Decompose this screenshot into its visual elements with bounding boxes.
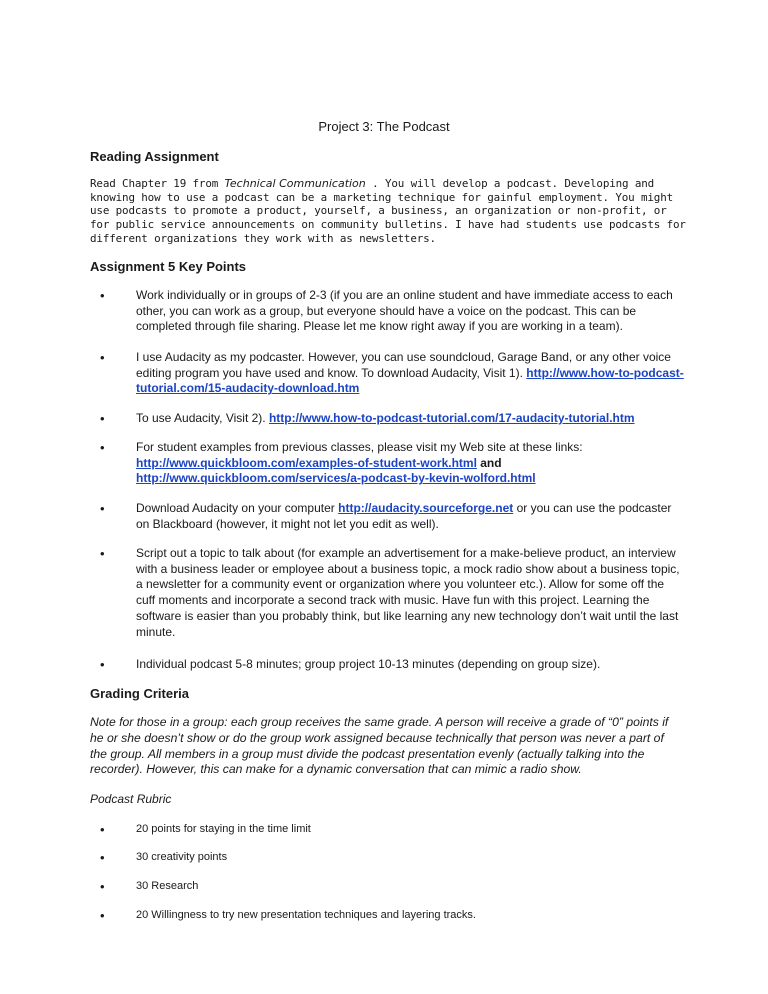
bullet-text: Work individually or in groups of 2-3 (if you are an online student and have immediate access to each other, you can work as a group, but everyone should have a voice on the podcast. This can be completed through file sharing. Please let me know right away if you are working in a team).: [136, 288, 673, 334]
bullet-text: Script out a topic to talk about (for example an advertisement for a make-believe product, an interview with a business leader or employee about a business topic, a mock radio show about a business topic, a newsletter for a community event or organization where you volunteer etc.). Allow for some off the cuff moments and incorporate a second track with music. Have fun with this project. Learning the software is easier than you probably think, but like learning any new technology don’t wait until the last minute.: [136, 546, 680, 639]
rubric-item: 30 creativity points: [136, 851, 228, 863]
student-work-link[interactable]: http://www.quickbloom.com/examples-of-student-work.html: [136, 455, 477, 470]
bullet-icon: •: [100, 411, 105, 426]
rubric-item: 30 Research: [136, 880, 199, 892]
audacity-tutorial-link[interactable]: http://www.how-to-podcast-tutorial.com/17-audacity-tutorial.htm: [268, 411, 635, 425]
bullet-icon: •: [100, 440, 105, 455]
bullet-text: I use Audacity as my podcaster. However, you can use soundcloud, Garage Band, or any other voice editing program you have used and know. To download Audacity, Visit 1). http://www.how-to-podcast-tutorial.com/15-audacity-download.htm: [136, 350, 684, 396]
bullet-icon: •: [100, 350, 105, 365]
audacity-sourceforge-link[interactable]: http://audacity.sourceforge.net: [338, 501, 514, 515]
reading-paragraph: Read Chapter 19 from Technical Communication . You will develop a podcast. Developing and knowing how to use a podcast can be a marketing technique for gainful employment. You might use podcasts to promote a product, yourself, a business, an organization or non-profit, or for public service announcements on community bulletins. I have had students use podcasts for different organizations they work with as newsletters.: [90, 177, 686, 245]
book-title: Technical Communication: [224, 177, 366, 190]
bullet-text: For student examples from previous classes, please visit my Web site at these links: http://www.quickbloom.com/examples-of-student-work.html and http://www.quickbloom.com/services/a-podcast-by-kevin-wolford.html: [136, 440, 583, 486]
rubric-heading: Podcast Rubric: [90, 792, 172, 806]
bullet-icon: •: [100, 657, 105, 672]
grading-criteria-heading: Grading Criteria: [90, 686, 189, 701]
audacity-download-link[interactable]: http://www.how-to-podcast-tutorial.com/15-audacity-download.htm: [136, 365, 684, 396]
bullet-icon: •: [100, 822, 105, 837]
bullet-icon: •: [100, 501, 105, 516]
key-points-heading: Assignment 5 Key Points: [90, 259, 247, 274]
page-title: Project 3: The Podcast: [318, 119, 450, 134]
bullet-icon: •: [100, 879, 105, 894]
bullet-text: To use Audacity, Visit 2). http://www.how-to-podcast-tutorial.com/17-audacity-tutorial.htm: [136, 411, 635, 425]
bullet-icon: •: [100, 546, 105, 561]
bullet-icon: •: [100, 850, 105, 865]
kevin-wolford-podcast-link[interactable]: http://www.quickbloom.com/services/a-podcast-by-kevin-wolford.html: [136, 471, 536, 486]
rubric-item: 20 points for staying in the time limit: [136, 823, 311, 835]
rubric-item: 20 Willingness to try new presentation techniques and layering tracks.: [136, 909, 476, 921]
group-note-paragraph: Note for those in a group: each group receives the same grade. A person will receive a grade of “0” points if he or she doesn’t show or do the group work assigned because technically that person was never a part of the group. All members in a group must divide the podcast presentation evenly (actually talking into the recorder). However, this can make for a dynamic conversation that can mimic a radio show.: [90, 715, 669, 777]
bullet-text: Individual podcast 5-8 minutes; group project 10-13 minutes (depending on group size).: [136, 657, 601, 671]
bullet-icon: •: [100, 288, 105, 303]
bullet-icon: •: [100, 908, 105, 923]
reading-assignment-heading: Reading Assignment: [90, 149, 219, 164]
bullet-text: Download Audacity on your computer http://audacity.sourceforge.net or you can use the podcaster on Blackboard (however, it might not let you edit as well).: [136, 501, 672, 531]
